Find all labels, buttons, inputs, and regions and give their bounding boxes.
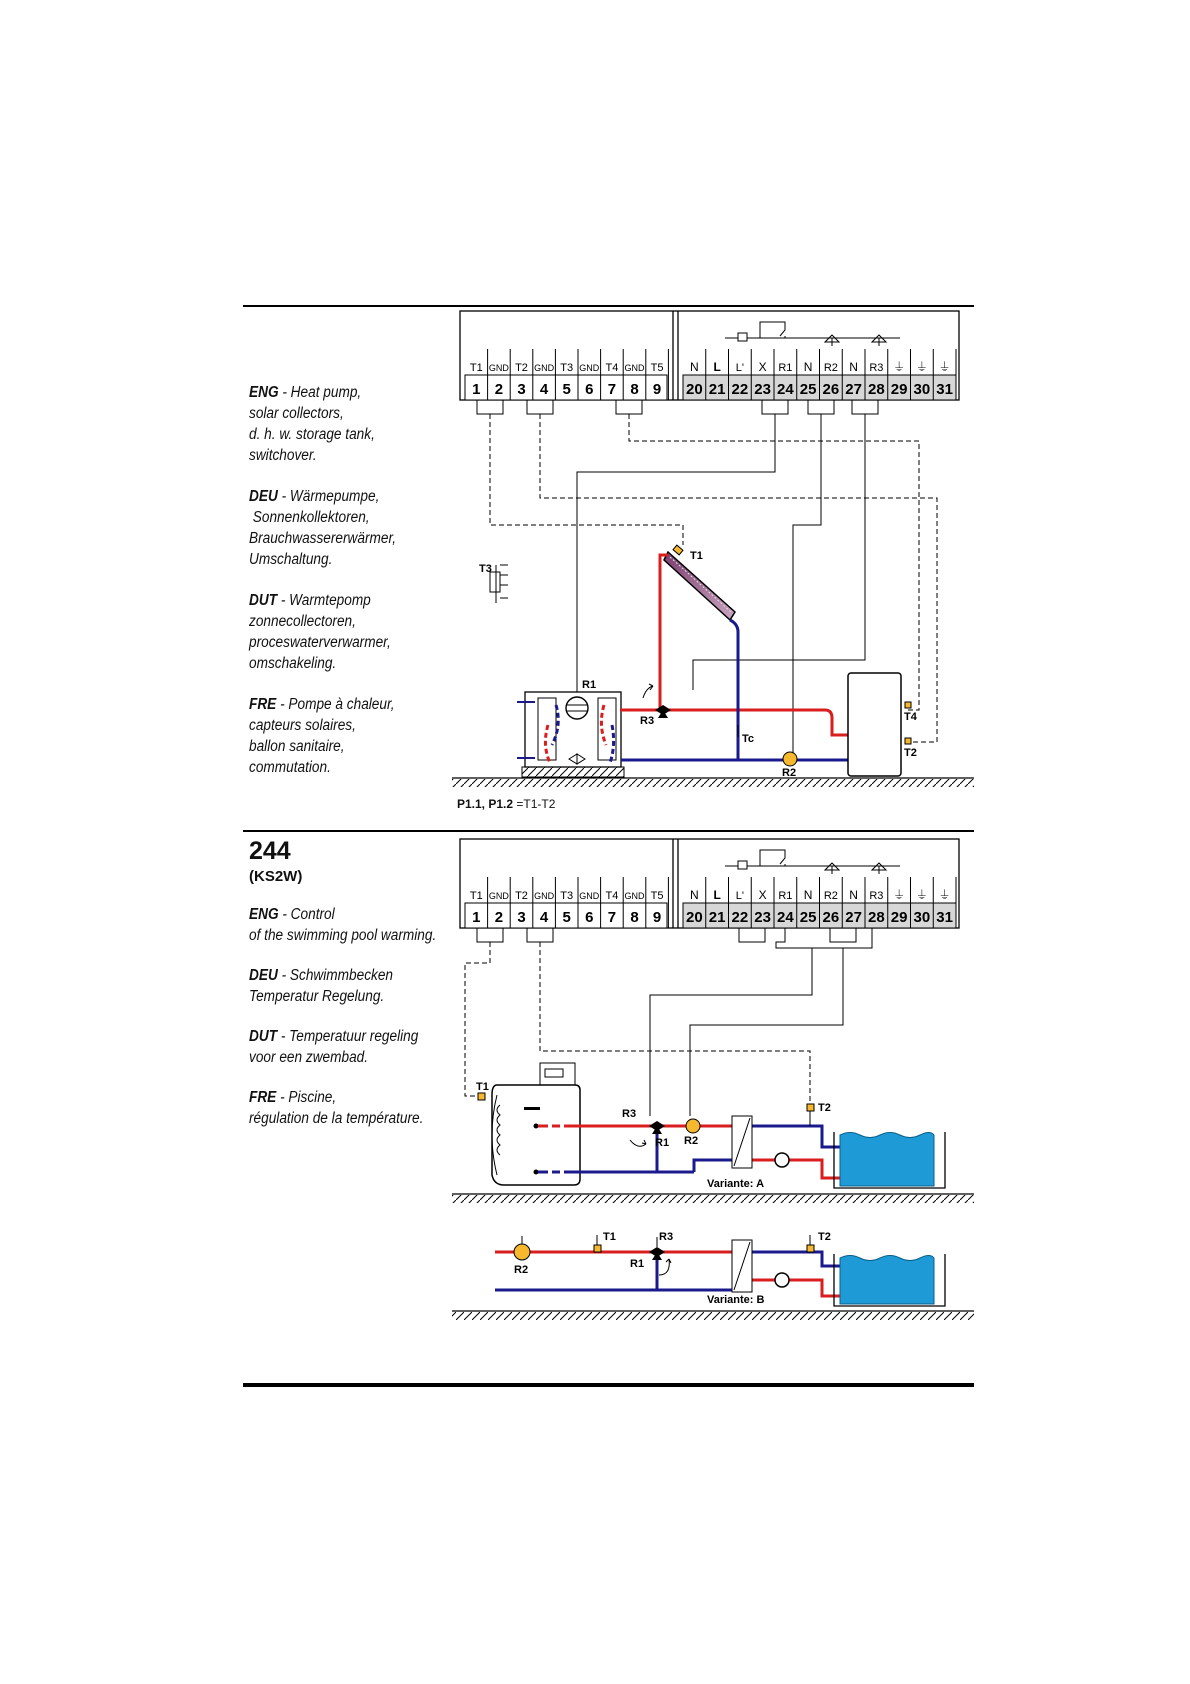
desc-deu: DEU - Wärmepumpe, Sonnenkollektoren, Brauchwassererwärmer, Umschaltung. — [249, 488, 397, 568]
tb1-terminal-number-20: 20 — [686, 381, 703, 398]
tb1-terminal-number-3: 3 — [517, 381, 526, 398]
label-t1-s2b: T1 — [603, 1231, 616, 1243]
tb1-terminal-label-26: R2 — [823, 362, 838, 374]
heat-pump-unit — [517, 692, 624, 777]
label-variant-a: Variante: A — [707, 1178, 765, 1190]
pump-a — [775, 1153, 789, 1167]
tb2-terminal-number-20: 20 — [686, 909, 703, 926]
pipes-section-2b — [495, 1252, 840, 1296]
tb1-terminal-label-8: GND — [624, 363, 645, 373]
tb1-terminal-number-28: 28 — [868, 381, 885, 398]
tb2-terminal-number-4: 4 — [539, 909, 549, 926]
tb1-terminal-number-27: 27 — [845, 381, 862, 398]
tb1-terminal-number-21: 21 — [708, 381, 726, 398]
tb2-terminal-number-22: 22 — [731, 909, 749, 926]
label-r2-s2b: R2 — [514, 1264, 529, 1276]
tb2-terminal-number-5: 5 — [562, 909, 571, 926]
label-t2-s1: T2 — [904, 747, 917, 759]
tb1-terminal-label-7: T4 — [605, 362, 619, 374]
tb1-terminal-number-5: 5 — [562, 381, 571, 398]
tb2-terminal-label-8: GND — [624, 891, 645, 901]
tb1-terminal-number-29: 29 — [890, 381, 908, 398]
label-r3-s2b: R3 — [659, 1231, 674, 1243]
tb1-terminal-label-1: T1 — [469, 362, 483, 374]
tb2-terminal-label-4: GND — [534, 891, 555, 901]
label-r2-s2a: R2 — [684, 1135, 699, 1147]
sensor-t3 — [490, 565, 508, 603]
tb2-terminal-number-3: 3 — [517, 909, 526, 926]
tb2-terminal-label-6: GND — [579, 891, 600, 901]
pool-b — [834, 1254, 945, 1306]
tb2-terminal-number-21: 21 — [708, 909, 726, 926]
tb1-terminal-label-5: T3 — [560, 362, 574, 374]
desc-dut: DUT - Warmtepomp zonnecollectoren, proceswaterverwarmer, omschakeling. — [249, 592, 391, 672]
label-t3-s1: T3 — [479, 563, 492, 575]
tb1-terminal-number-24: 24 — [777, 381, 794, 398]
tb1-terminal-label-9: T5 — [650, 362, 664, 374]
heat-exchanger-a — [732, 1116, 752, 1168]
pipes-section-2a — [538, 1126, 840, 1178]
desc2-dut: DUT - Temperatuur regeling voor een zwembad. — [249, 1028, 419, 1066]
ground-2a — [452, 1194, 974, 1203]
label-t2-s2a: T2 — [818, 1102, 831, 1114]
tb2-terminal-label-28: R3 — [869, 890, 884, 902]
section2-subtitle: (KS2W) — [249, 868, 303, 885]
pump-r2-1 — [783, 752, 797, 766]
tb1-terminal-label-6: GND — [579, 363, 600, 373]
desc2-fre: FRE - Piscine, régulation de la température. — [249, 1089, 424, 1127]
tb1-terminal-number-4: 4 — [539, 381, 549, 398]
tb1-terminal-number-6: 6 — [585, 381, 594, 398]
tb2-terminal-number-31: 31 — [936, 909, 953, 926]
desc2-eng: ENG - Control of the swimming pool warming. — [249, 906, 437, 944]
tb1-terminal-number-7: 7 — [607, 381, 617, 398]
sensor-t1-2b — [594, 1235, 601, 1252]
tb1-terminal-label-28: R3 — [869, 362, 884, 374]
pump-b — [775, 1273, 789, 1287]
label-t1-s2: T1 — [476, 1081, 489, 1093]
label-r3-s1: R3 — [640, 715, 655, 727]
tb1-terminal-label-20: N — [690, 360, 699, 374]
label-r1-s1: R1 — [582, 679, 597, 691]
terminal-block-1 — [460, 311, 959, 414]
pipes-section-1 — [620, 555, 877, 760]
desc-fre: FRE - Pompe à chaleur, capteurs solaires, ballon sanitaire, commutation. — [249, 696, 395, 776]
ground-2b — [452, 1311, 974, 1320]
ground-1 — [452, 778, 974, 787]
tb1-terminal-number-31: 31 — [936, 381, 953, 398]
tb2-terminal-number-27: 27 — [845, 909, 862, 926]
sensor-t2-2a — [807, 1104, 814, 1126]
tb1-terminal-label-21: L — [713, 360, 721, 374]
tb1-terminal-label-29: ⏚ — [893, 360, 906, 374]
tb1-terminal-label-23: X — [758, 360, 767, 374]
tb1-terminal-number-22: 22 — [731, 381, 749, 398]
tb2-terminal-number-29: 29 — [890, 909, 908, 926]
tb2-terminal-label-23: X — [758, 888, 767, 902]
tb2-terminal-number-24: 24 — [777, 909, 794, 926]
tb2-terminal-label-1: T1 — [469, 890, 483, 902]
tb1-terminal-label-30: ⏚ — [915, 360, 928, 374]
tb1-terminal-label-3: T2 — [515, 362, 528, 374]
label-t1-s1: T1 — [690, 550, 703, 562]
tb2-terminal-number-6: 6 — [585, 909, 594, 926]
tb2-terminal-label-26: R2 — [823, 890, 838, 902]
label-r2-s1: R2 — [782, 767, 797, 779]
tb2-terminal-number-26: 26 — [822, 909, 840, 926]
label-variant-b: Variante: B — [707, 1294, 765, 1306]
desc2-deu: DEU - Schwimmbecken Temperatur Regelung. — [249, 967, 394, 1005]
tb2-terminal-number-2: 2 — [494, 909, 504, 926]
tb2-terminal-label-22: L' — [735, 890, 744, 902]
pool-heat-pump — [478, 1063, 580, 1185]
valve-r3-1 — [643, 684, 671, 718]
tb2-terminal-label-29: ⏚ — [893, 888, 906, 902]
tb1-terminal-label-2: GND — [488, 363, 509, 373]
tb1-terminal-label-27: N — [849, 360, 858, 374]
tb2-terminal-number-7: 7 — [607, 909, 617, 926]
label-r1-s2a: R1 — [655, 1137, 670, 1149]
tb1-terminal-label-25: N — [803, 360, 813, 374]
tb1-terminal-label-4: GND — [534, 363, 555, 373]
parameter-note: P1.1, P1.2 =T1-T2 — [457, 797, 556, 811]
tb2-terminal-label-24: R1 — [778, 890, 793, 902]
tb1-terminal-number-25: 25 — [799, 381, 817, 398]
tb1-terminal-number-8: 8 — [630, 381, 639, 398]
tb2-terminal-label-21: L — [713, 888, 721, 902]
tb2-terminal-label-27: N — [849, 888, 858, 902]
heat-exchanger-b — [732, 1240, 752, 1292]
label-tc-s1: Tc — [742, 733, 755, 745]
label-r1-s2b: R1 — [630, 1258, 645, 1270]
sensor-t2-2b — [807, 1235, 814, 1252]
tb2-terminal-label-5: T3 — [560, 890, 574, 902]
tb2-terminal-number-25: 25 — [799, 909, 817, 926]
tb2-terminal-label-9: T5 — [650, 890, 664, 902]
tb1-terminal-label-31: ⏚ — [938, 360, 951, 374]
tb2-terminal-label-30: ⏚ — [915, 888, 928, 902]
desc-eng: ENG - Heat pump, solar collectors, d. h. w. storage tank, switchover. — [249, 384, 375, 464]
tb1-terminal-number-30: 30 — [913, 381, 931, 398]
tb2-terminal-number-9: 9 — [652, 909, 662, 926]
tb1-terminal-number-1: 1 — [472, 381, 481, 398]
tb2-terminal-label-20: N — [690, 888, 699, 902]
tb2-terminal-label-7: T4 — [605, 890, 619, 902]
tb2-terminal-label-2: GND — [488, 891, 509, 901]
pool-a — [834, 1132, 945, 1188]
tb2-terminal-label-3: T2 — [515, 890, 528, 902]
tb1-terminal-number-2: 2 — [494, 381, 504, 398]
tb1-terminal-number-26: 26 — [822, 381, 840, 398]
pump-r2-2a — [686, 1119, 700, 1133]
tb1-terminal-label-24: R1 — [778, 362, 793, 374]
tb1-terminal-number-23: 23 — [754, 381, 771, 398]
terminal-block-2 — [460, 839, 959, 948]
tb2-terminal-number-1: 1 — [472, 909, 481, 926]
tb2-terminal-label-25: N — [803, 888, 813, 902]
tb2-terminal-number-8: 8 — [630, 909, 639, 926]
tb2-terminal-number-28: 28 — [868, 909, 885, 926]
tb1-terminal-label-22: L' — [735, 362, 744, 374]
label-t4-s1: T4 — [904, 711, 917, 723]
tb2-terminal-number-23: 23 — [754, 909, 771, 926]
label-r3-s2a: R3 — [622, 1108, 637, 1120]
storage-tank — [848, 673, 911, 776]
tb1-terminal-number-9: 9 — [652, 381, 662, 398]
section2-number: 244 — [249, 837, 291, 865]
tb2-terminal-label-31: ⏚ — [938, 888, 951, 902]
pump-r2-2b — [514, 1236, 530, 1260]
tb2-terminal-number-30: 30 — [913, 909, 931, 926]
label-t2-s2b: T2 — [818, 1231, 831, 1243]
